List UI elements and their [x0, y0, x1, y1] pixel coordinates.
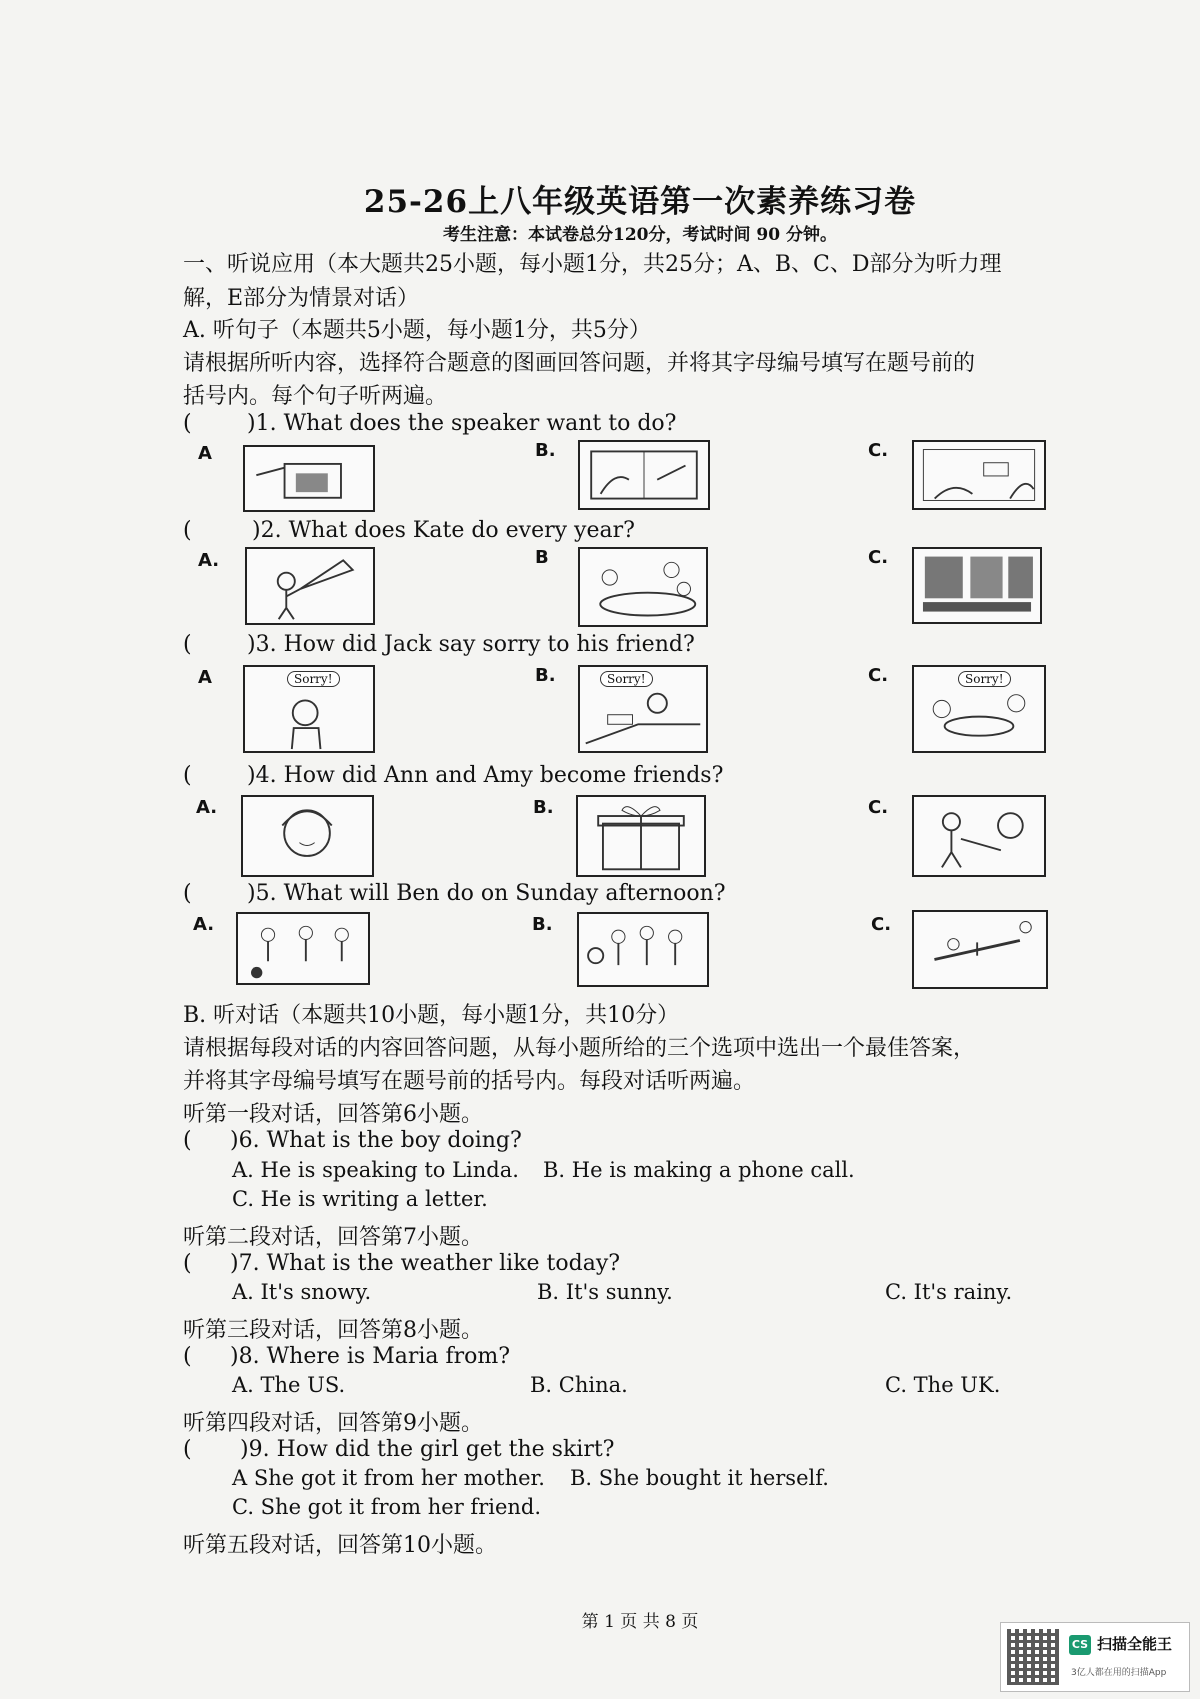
question-2-text: )2. What does Kate do every year?: [252, 518, 635, 543]
qr-code-icon: [1007, 1629, 1059, 1685]
partA-instruction-line2: 括号内。每个句子听两遍。: [183, 384, 448, 409]
question-6-text: )6. What is the boy doing?: [230, 1128, 522, 1153]
q3-option-a-picture: [243, 665, 375, 753]
q9-option-a: A She got it from her mother.: [232, 1466, 545, 1490]
section1-heading-line2: 解，E部分为情景对话）: [183, 286, 420, 311]
q2-option-b-letter: B: [535, 547, 549, 568]
exam-notice: 考生注意：本试卷总分120分，考试时间 90 分钟。: [443, 225, 837, 245]
scanner-app-name: 扫描全能王: [1097, 1635, 1173, 1653]
q2-option-c-picture: [912, 547, 1042, 624]
q3-option-b-letter: B.: [535, 665, 556, 686]
q1-option-a-picture: [243, 445, 375, 512]
q9-option-c: C. She got it from her friend.: [232, 1495, 542, 1519]
q7-option-b: B. It's sunny.: [537, 1280, 673, 1304]
q5-option-c-picture: [912, 910, 1048, 989]
q2-option-a-letter: A.: [198, 550, 220, 571]
dialogue-1-intro: 听第一段对话，回答第6小题。: [183, 1102, 483, 1127]
q5-option-a-picture: [236, 912, 370, 985]
question-9-text: )9. How did the girl get the skirt?: [240, 1437, 615, 1462]
question-3-paren[interactable]: (: [183, 632, 192, 657]
question-3-text: )3. How did Jack say sorry to his friend?: [247, 632, 695, 657]
q6-option-c: C. He is writing a letter.: [232, 1187, 488, 1211]
question-9-paren[interactable]: (: [183, 1437, 192, 1462]
partA-title: A. 听句子（本题共5小题，每小题1分，共5分）: [183, 318, 651, 343]
question-6-paren[interactable]: (: [183, 1128, 192, 1153]
q3-a-sorry-bubble: Sorry!: [287, 671, 340, 687]
scanner-watermark: [1000, 1622, 1190, 1692]
partB-instruction-line1: 请根据每段对话的内容回答问题，从每小题所给的三个选项中选出一个最佳答案，: [183, 1036, 976, 1061]
partB-instruction-line2: 并将其字母编号填写在题号前的括号内。每段对话听两遍。: [183, 1069, 756, 1094]
q3-option-a-letter: A: [198, 667, 212, 688]
q3-option-c-letter: C.: [868, 665, 889, 686]
q5-option-c-letter: C.: [871, 914, 892, 935]
scanner-logo-icon: CS: [1069, 1635, 1091, 1655]
q1-option-a-letter: A: [198, 443, 212, 464]
question-2-paren[interactable]: (: [183, 518, 192, 543]
q3-b-sorry-bubble: Sorry!: [600, 671, 653, 687]
partA-instruction-line1: 请根据所听内容，选择符合题意的图画回答问题，并将其字母编号填写在题号前的: [183, 351, 976, 376]
page-title: 25-26上八年级英语第一次素养练习卷: [363, 184, 917, 220]
q7-option-a: A. It's snowy.: [232, 1280, 372, 1304]
q4-option-a-letter: A.: [196, 797, 218, 818]
scanner-tagline: 3亿人都在用的扫描App: [1071, 1668, 1167, 1678]
section1-heading-line1: 一、听说应用（本大题共25小题，每小题1分，共25分；A、B、C、D部分为听力理: [183, 252, 1002, 277]
question-4-paren[interactable]: (: [183, 763, 192, 788]
q6-option-a: A. He is speaking to Linda.: [232, 1158, 519, 1182]
q5-option-a-letter: A.: [193, 914, 215, 935]
page-footer: 第 1 页 共 8 页: [581, 1612, 699, 1632]
q2-option-a-picture: [245, 547, 375, 625]
partB-title: B. 听对话（本题共10小题，每小题1分，共10分）: [183, 1003, 680, 1028]
q1-option-b-picture: [578, 440, 710, 510]
q3-option-b-picture: [578, 665, 708, 753]
q2-option-c-letter: C.: [868, 547, 889, 568]
q2-option-b-picture: [578, 547, 708, 627]
question-7-text: )7. What is the weather like today?: [230, 1251, 621, 1276]
question-5-paren[interactable]: (: [183, 881, 192, 906]
q8-option-a: A. The US.: [232, 1373, 346, 1397]
question-8-paren[interactable]: (: [183, 1344, 192, 1369]
q6-option-b: B. He is making a phone call.: [543, 1158, 855, 1182]
q1-option-c-picture: [912, 440, 1046, 510]
dialogue-3-intro: 听第三段对话，回答第8小题。: [183, 1318, 483, 1343]
question-1-text: )1. What does the speaker want to do?: [247, 411, 677, 436]
dialogue-5-intro: 听第五段对话，回答第10小题。: [183, 1533, 497, 1558]
q1-option-c-letter: C.: [868, 440, 889, 461]
q4-option-b-picture: [576, 795, 706, 877]
question-5-text: )5. What will Ben do on Sunday afternoon?: [247, 881, 726, 906]
q4-option-b-letter: B.: [533, 797, 554, 818]
q8-option-b: B. China.: [530, 1373, 628, 1397]
q5-option-b-picture: [577, 912, 709, 987]
q1-option-b-letter: B.: [535, 440, 556, 461]
question-8-text: )8. Where is Maria from?: [230, 1344, 511, 1369]
question-4-text: )4. How did Ann and Amy become friends?: [247, 763, 724, 788]
q3-c-sorry-bubble: Sorry!: [958, 671, 1011, 687]
q5-option-b-letter: B.: [532, 914, 553, 935]
q4-option-c-picture: [912, 795, 1046, 877]
q8-option-c: C. The UK.: [885, 1373, 1001, 1397]
question-1-paren[interactable]: (: [183, 411, 192, 436]
q3-option-c-picture: [912, 665, 1046, 753]
q7-option-c: C. It's rainy.: [885, 1280, 1013, 1304]
dialogue-2-intro: 听第二段对话，回答第7小题。: [183, 1225, 483, 1250]
q9-option-b: B. She bought it herself.: [570, 1466, 829, 1490]
question-7-paren[interactable]: (: [183, 1251, 192, 1276]
q4-option-a-picture: [241, 795, 374, 877]
q4-option-c-letter: C.: [868, 797, 889, 818]
dialogue-4-intro: 听第四段对话，回答第9小题。: [183, 1411, 483, 1436]
